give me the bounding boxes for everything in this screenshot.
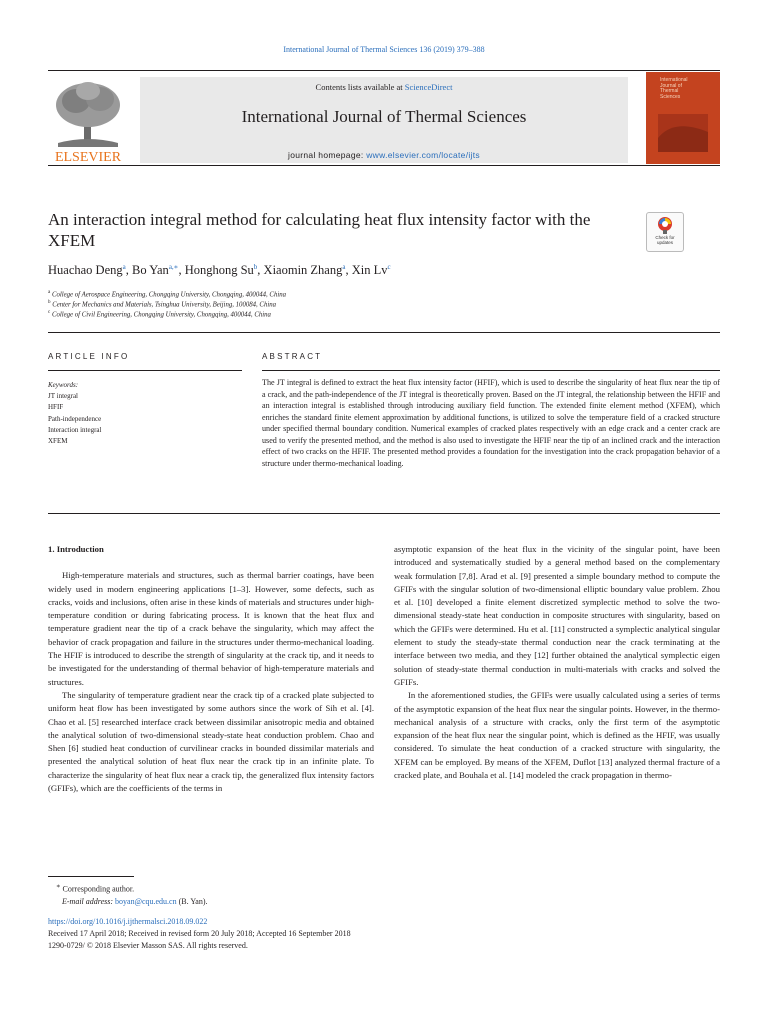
- publisher-wordmark: ELSEVIER: [54, 150, 122, 165]
- affiliation: [48, 290, 708, 298]
- cover-artwork: [654, 108, 712, 158]
- elsevier-logo: [48, 77, 128, 165]
- body-paragraph: The singularity of temperature gradient near the crack tip of a cracked plate subjected to uniform heat flow has been investigated by some authors since the work of Sih et al. [4]. Chao et al. [5] researched interface crack between dissimilar anisotropic media and obtained the analytical solution of two-dimensional steady-state heat conduction problem. Chao and Shen [6] studied heat conduction of curvilinear cracks in bounded dissimilar materials and presented the analytical solution of heat flux near the crack tip in an infinite plate. To characterize the singularity of heat flux near a crack tip, the generalized flux intensity factors (GFIFs), which are the coefficients of the terms in: [48, 689, 374, 794]
- author-affiliation-mark[interactable]: a: [122, 263, 126, 271]
- homepage-prefix: journal homepage:: [288, 150, 367, 160]
- author-affiliation-mark[interactable]: c: [387, 263, 391, 271]
- cover-title-line: Sciences: [660, 93, 681, 100]
- keyword: HFIF: [48, 403, 64, 412]
- cover-title-line: Thermal: [660, 88, 679, 94]
- keyword: XFEM: [48, 437, 68, 446]
- keyword: JT integral: [48, 392, 79, 401]
- author-name[interactable]: Xiaomin Zhang: [263, 263, 343, 278]
- corresponding-note: ∗ Corresponding author.: [56, 883, 135, 894]
- header-bottom-rule: [48, 165, 720, 166]
- abstract-heading: ABSTRACT: [262, 352, 323, 361]
- author-name[interactable]: Bo Yan: [131, 263, 169, 278]
- author-affiliation-mark[interactable]: a: [342, 263, 346, 271]
- article-info-heading: ARTICLE INFO: [48, 352, 130, 361]
- affiliation-mark: c: [48, 310, 51, 315]
- check-updates-label: Check for updates: [655, 235, 675, 245]
- email-line: [48, 896, 708, 908]
- contents-prefix: Contents lists available at: [315, 82, 405, 92]
- body-right-column: [394, 543, 720, 782]
- affiliation: [48, 300, 708, 308]
- affiliation-text: Center for Mechanics and Materials, Tsinghua University, Beijing, 100084, China: [52, 301, 277, 309]
- journal-name: International Journal of Thermal Sciences: [241, 107, 527, 126]
- author-affiliation-mark[interactable]: b: [253, 263, 258, 271]
- body-paragraph: In the aforementioned studies, the GFIFs were usually calculated using a series of terms of the asymptotic expansion of the heat flux near the singular points. However, in the thermo-mechanical analysis of a structure with cracks, only the first term of the asymptotic expansion of the heat flux near the singular point, which is defined as the HFIF, was usually considered. To simulate the heat conduction of a cracked structure with singularity, the XFEM can be employed. By means of the XFEM, Duflot [13] analyzed thermal fracture of a cracked plate, and Bouhala et al. [14] modeled the crack propagation in thermo-: [394, 690, 720, 781]
- check-updates-icon: [657, 216, 673, 234]
- affiliation-text: College of Aerospace Engineering, Chongqing University, Chongqing, 400044, China: [51, 291, 287, 299]
- journal-banner: [140, 77, 628, 163]
- journal-reference[interactable]: International Journal of Thermal Sciences 136 (2019) 379–388: [283, 45, 485, 54]
- header-top-rule: [48, 70, 720, 71]
- affiliation: [48, 310, 708, 318]
- footnote-rule: [48, 876, 134, 877]
- homepage-link[interactable]: www.elsevier.com/locate/ijts: [366, 150, 480, 160]
- affiliation-mark: a: [48, 290, 51, 295]
- doi-link[interactable]: https://doi.org/10.1016/j.ijthermalsci.2018.09.022: [48, 916, 208, 926]
- contents-line: [140, 82, 628, 92]
- body-paragraph: asymptotic expansion of the heat flux in the vicinity of the singular point, have been introduced and systematically studied by a general method based on the complementary weak formulation [7,8]. Arad et al. [9] presented a simple boundary method to compute the GFIFs with the singular solution of two-dimensional elliptic boundary value problem. Zhou et al. [10] developed a finite element discretized symplectic method to solve the two-dimensional steady-state heat conduction in composite structures with singularity, based on which the GFIFs were determined. Hu et al. [11] constructed a symplectic analytical singular element to study the steady-state thermal conduction near the crack terminating at the interface between two media, and they [12] further obtained the analytical symplectic eigen solution of steady-state thermal conduction in multi-materials with cracks and solved the GFIFs.: [394, 544, 720, 687]
- affiliation-mark: b: [48, 300, 51, 305]
- email-link[interactable]: boyan@cqu.edu.cn: [115, 896, 177, 906]
- body-paragraph: High-temperature materials and structures, such as thermal barrier coatings, have been widely used in modern engineering applications [1–3]. However, some defects, such as cracks, voids and inclusions, often arise in these kinds of materials and structures under high-temperature condition or during fabricating process. It is known that the heat flux and temperature gradient near the tip of a crack behave the singularity, which may affect the behavior of crack propagation and failure in the structures under thermo-mechanical loading. The HFIF is introduced to describe the strength of singularity at the crack tip, and it needs to be investigated for the understanding of thermal behavior of high-temperature materials and structures.: [48, 570, 374, 687]
- email-label: E-mail address:: [62, 896, 116, 906]
- abstract-rule: [262, 370, 720, 371]
- author-name[interactable]: Xin Lv: [351, 263, 388, 278]
- email-suffix: (B. Yan).: [176, 896, 208, 906]
- received-dates: Received 17 April 2018; Received in revised form 20 July 2018; Accepted 16 September 2018: [48, 928, 351, 938]
- keyword: Path-independence: [48, 414, 102, 423]
- footnotes: [48, 881, 708, 952]
- keyword: Interaction integral: [48, 425, 102, 434]
- body-left-column: [48, 543, 374, 795]
- abstract-bottom-rule: [48, 513, 720, 514]
- journal-cover-image: [646, 72, 720, 164]
- author-list: Huachao Deng$^a$, Bo Yan$^{a,∗}$, Honghong Su$^b$, Xiaomin Zhang$^a$, Xin Lv$^c$: [48, 263, 391, 278]
- front-matter-rule: [48, 332, 720, 333]
- abstract-text: The JT integral is defined to extract the heat flux intensity factor (HFIF), which is used to describe the singularity of heat flux near the tip of a crack, and the path-independence of the JT integral is theoretically proven. Based on the JT integral, the relationship between the HFIF and an interaction integral is established through introducing auxiliary field function. The extended finite element method (XFEM), which enriches the standard finite element approximation by additional functions, is utilized to solve the temperature field of a cracked structure under specified thermal boundary condition. Numerical examples of cracked plates respectively with an edge crack and a center crack are used to verify the presented method, and the method is also used to investigate the HFIF near the tip of an inclined crack and the interaction effect of two cracks on the HFIF. The presented method provides a foundation for the investigation into the crack propagation behavior of a structure under thermo-mechanical loading.: [262, 378, 720, 468]
- author-name[interactable]: Honghong Su: [184, 263, 254, 278]
- check-for-updates-badge[interactable]: [646, 212, 684, 252]
- cover-title-line: Journal of: [660, 82, 682, 89]
- author-name[interactable]: Huachao Deng: [48, 263, 123, 278]
- cover-title: [660, 78, 716, 100]
- keywords-block: [48, 380, 228, 447]
- sciencedirect-link[interactable]: ScienceDirect: [404, 82, 453, 92]
- author-affiliation-mark[interactable]: a,∗: [168, 263, 179, 271]
- article-info-rule: [48, 370, 242, 371]
- corresponding-text: Corresponding author.: [62, 884, 135, 894]
- homepage-line: [140, 150, 628, 160]
- article-title: An interaction integral method for calculating heat flux intensity factor with the XFEM: [48, 210, 591, 250]
- affiliation-text: College of Civil Engineering, Chongqing University, Chongqing, 400044, China: [51, 311, 271, 319]
- section-heading: 1. Introduction: [48, 544, 104, 554]
- keywords-label: Keywords:: [48, 381, 79, 389]
- cover-title-line: International: [660, 77, 688, 83]
- copyright: 1290-0729/ © 2018 Elsevier Masson SAS. All rights reserved.: [48, 940, 248, 950]
